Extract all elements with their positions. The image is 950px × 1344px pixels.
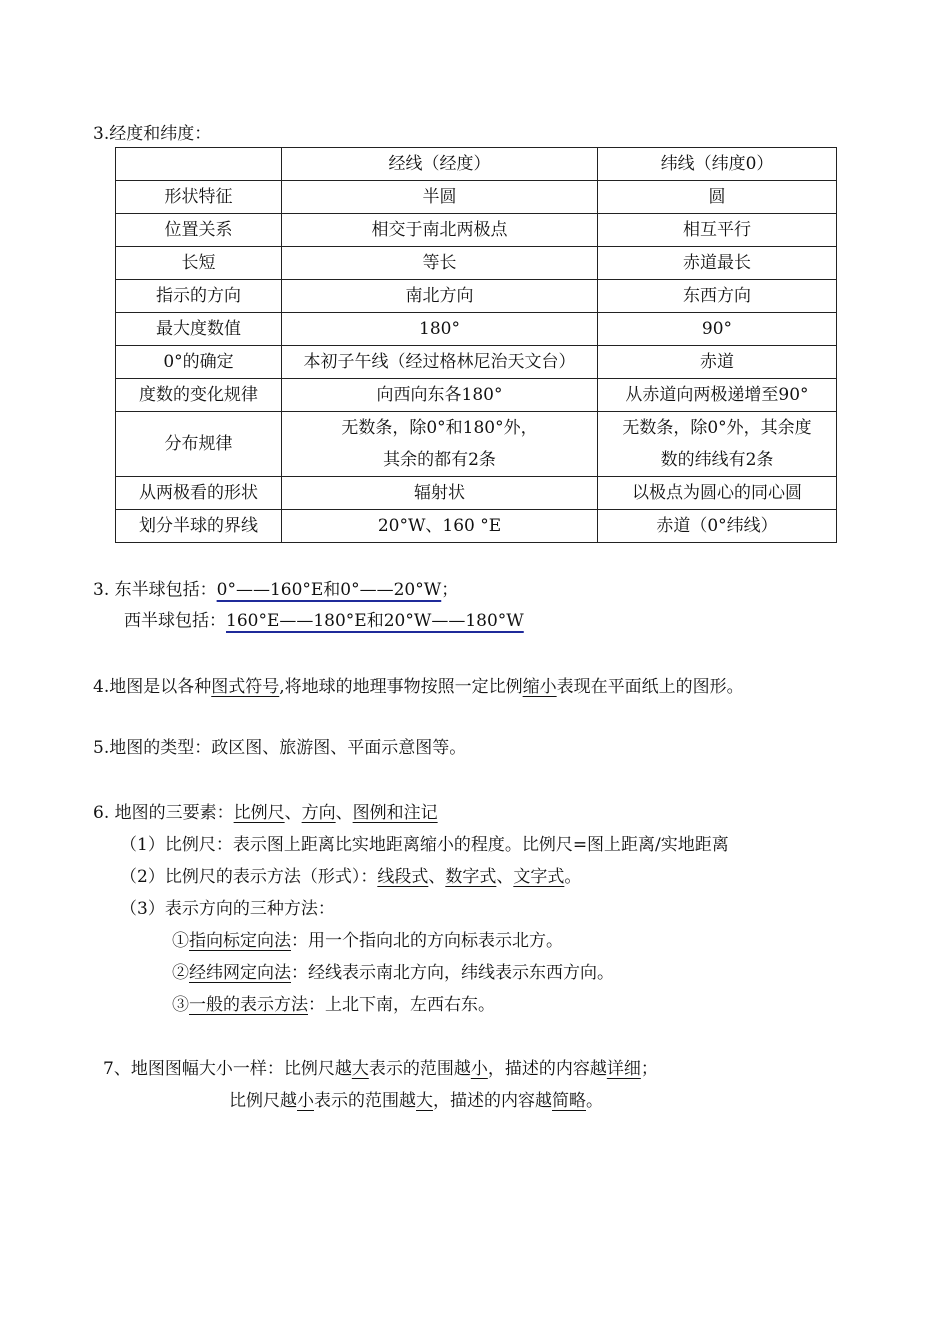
table-row: [116, 346, 837, 379]
parallel-cell: [598, 181, 837, 214]
parallel-cell: [598, 280, 837, 313]
meridian-cell-line: 本初子午线（经过格林尼治天文台）: [303, 352, 576, 372]
meridian-cell: [282, 313, 598, 346]
method-2-name: 经纬网定向法: [189, 963, 291, 983]
parallel-cell-line: 赤道: [700, 352, 734, 372]
table-row: [116, 280, 837, 313]
paragraph-6-item-3: （3）表示方向的三种方法：: [120, 899, 335, 919]
method-1-desc: ：用一个指向北的方向标表示北方。: [291, 931, 563, 951]
parallel-cell-line: 圆: [708, 187, 726, 207]
method-1: [172, 930, 563, 952]
method-3: [172, 994, 495, 1016]
table-row: [116, 181, 837, 214]
meridian-cell: [282, 379, 598, 412]
longitude-latitude-table: [115, 147, 837, 543]
p6-i2-word: 文字式: [513, 867, 565, 887]
meridian-cell: [282, 214, 598, 247]
parallel-cell-line: 数的纬线有2条: [660, 450, 774, 470]
parallel-cell-line: 赤道最长: [683, 253, 751, 273]
meridian-cell-line: 180°: [419, 319, 460, 339]
p7-l2-c: ，描述的内容越: [433, 1091, 552, 1111]
p6-i2-sep-2: 、: [496, 867, 514, 887]
paragraph-6-item-1: （1）比例尺：表示图上距离比实地距离缩小的程度。比例尺=图上距离/实地距离: [120, 835, 729, 855]
method-2-desc: ：经线表示南北方向，纬线表示东西方向。: [291, 963, 614, 983]
west-hemisphere-label: 西半球包括：: [124, 611, 226, 631]
table-row: [116, 510, 837, 543]
meridian-cell: [282, 412, 598, 477]
method-2-num: ②: [172, 963, 189, 983]
meridian-cell: [282, 247, 598, 280]
table-row: [116, 379, 837, 412]
row-label: 指示的方向: [116, 280, 282, 313]
parallel-cell: [598, 214, 837, 247]
parallel-cell: [598, 412, 837, 477]
method-2: [172, 962, 614, 984]
p6-scale: 比例尺: [233, 803, 285, 823]
parallel-cell-line: 从赤道向两极递增至90°: [625, 385, 809, 405]
east-hemisphere-label: 3. 东半球包括：: [93, 580, 217, 600]
p7-l1-small: 小: [470, 1059, 488, 1079]
row-label: 长短: [116, 247, 282, 280]
parallel-cell: [598, 247, 837, 280]
table-header-cell: [116, 148, 282, 181]
paragraph-4: [93, 676, 744, 698]
meridian-cell-line: 其余的都有2条: [383, 450, 496, 470]
parallel-cell-line: 东西方向: [683, 286, 751, 306]
row-label: 0°的确定: [116, 346, 282, 379]
meridian-cell-line: 半圆: [422, 187, 457, 207]
paragraph-6-item-2: [120, 866, 581, 888]
method-3-num: ③: [172, 995, 189, 1015]
paragraph-6-title: [93, 802, 438, 824]
p7-l1-a: 7、地图图幅大小一样：比例尺越: [103, 1059, 352, 1079]
row-label: 分布规律: [116, 412, 282, 477]
p6-i2-line: 线段式: [377, 867, 429, 887]
p4-underline-reduce: 缩小: [522, 677, 557, 697]
meridian-cell-line: 无数条，除0°和180°外，: [341, 418, 538, 438]
p7-l2-brief: 简略: [552, 1091, 586, 1111]
table-row: [116, 412, 837, 477]
east-hemisphere-end: ；: [441, 580, 459, 600]
east-hemisphere-value: 0°——160°E和0°——20°W: [216, 580, 442, 600]
parallel-cell-line: 相互平行: [683, 220, 751, 240]
method-3-name: 一般的表示方法: [189, 995, 308, 1015]
meridian-cell-line: 20°W、160 °E: [377, 516, 502, 536]
p7-l1-d: ；: [640, 1059, 658, 1079]
method-3-desc: ：上北下南，左西右东。: [308, 995, 495, 1015]
p4-underline-symbols: 图式符号: [211, 677, 280, 697]
row-label: 最大度数值: [116, 313, 282, 346]
west-hemisphere-value: 160°E——180°E和20°W——180°W: [226, 611, 524, 631]
parallel-cell: [598, 346, 837, 379]
table-row: [116, 214, 837, 247]
p7-l1-b: 表示的范围越: [368, 1059, 471, 1079]
p6-direction: 方向: [301, 803, 336, 823]
p6-i2-end: 。: [564, 867, 582, 887]
p6-i2-sep-1: 、: [428, 867, 446, 887]
parallel-cell-line: 赤道（0°纬线）: [656, 516, 778, 536]
p7-l2-b: 表示的范围越: [314, 1091, 416, 1111]
method-1-num: ①: [172, 931, 189, 951]
table-row: [116, 313, 837, 346]
parallel-cell-line: 以极点为圆心的同心圆: [632, 483, 802, 503]
meridian-cell: [282, 510, 598, 543]
table-header-cell: 经线（经度）: [282, 148, 598, 181]
meridian-cell: [282, 477, 598, 510]
meridian-cell-line: 等长: [422, 253, 457, 273]
method-1-name: 指向标定向法: [189, 931, 291, 951]
p6-sep-1: 、: [284, 803, 302, 823]
row-label: 形状特征: [116, 181, 282, 214]
p6-legend: 图例和注记: [352, 803, 438, 823]
meridian-cell: [282, 346, 598, 379]
table-header-row: [116, 148, 837, 181]
p4-text-c: 表现在平面纸上的图形。: [556, 677, 744, 697]
meridian-cell-line: 南北方向: [405, 286, 474, 306]
p7-l1-detailed: 详细: [606, 1059, 641, 1079]
p6-sep-2: 、: [335, 803, 353, 823]
meridian-cell-line: 辐射状: [414, 483, 465, 503]
section-3-title: 3.经度和纬度：: [93, 124, 212, 144]
parallel-cell: [598, 379, 837, 412]
p4-text-b: ,将地球的地理事物按照一定比例: [279, 677, 523, 697]
p7-l2-big: 大: [416, 1091, 433, 1111]
p6-i2-text: （2）比例尺的表示方法（形式）：: [120, 867, 378, 887]
p7-l2-a: 比例尺越: [229, 1091, 297, 1111]
paragraph-7-line-1: [103, 1058, 658, 1080]
meridian-cell: [282, 280, 598, 313]
parallel-cell-line: 90°: [701, 319, 733, 339]
row-label: 度数的变化规律: [116, 379, 282, 412]
p7-l1-c: ，描述的内容越: [487, 1059, 607, 1079]
row-label: 划分半球的界线: [116, 510, 282, 543]
p4-text-a: 4.地图是以各种: [93, 677, 212, 697]
p7-l2-small: 小: [297, 1091, 314, 1111]
table-header-cell: 纬线（纬度0）: [598, 148, 837, 181]
table-row: [116, 247, 837, 280]
east-hemisphere-line: [93, 579, 458, 601]
parallel-cell: [598, 510, 837, 543]
paragraph-5: 5.地图的类型：政区图、旅游图、平面示意图等。: [93, 738, 467, 758]
parallel-cell: [598, 313, 837, 346]
table-row: [116, 477, 837, 510]
p6-i2-number: 数字式: [445, 867, 497, 887]
paragraph-7-line-2: [229, 1090, 603, 1112]
west-hemisphere-line: [124, 610, 524, 632]
meridian-cell: [282, 181, 598, 214]
p7-l2-d: 。: [586, 1091, 603, 1111]
p7-l1-big: 大: [351, 1059, 369, 1079]
meridian-cell-line: 相交于南北两极点: [371, 220, 508, 240]
row-label: 位置关系: [116, 214, 282, 247]
parallel-cell: [598, 477, 837, 510]
row-label: 从两极看的形状: [116, 477, 282, 510]
meridian-cell-line: 向西向东各180°: [376, 385, 503, 405]
parallel-cell-line: 无数条，除0°外，其余度: [622, 418, 812, 438]
p6-text-a: 6. 地图的三要素：: [93, 803, 234, 823]
